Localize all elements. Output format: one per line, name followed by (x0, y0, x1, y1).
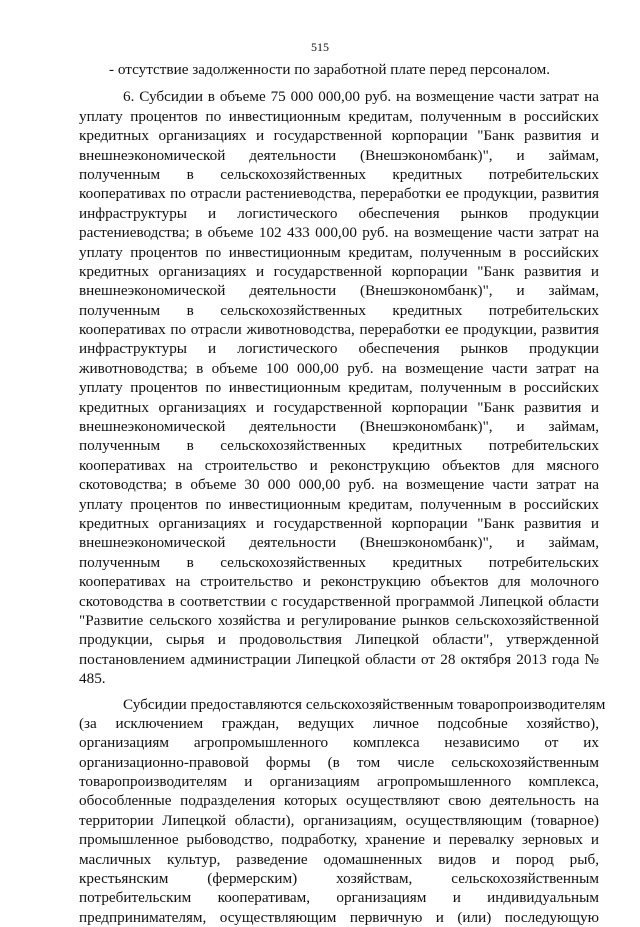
text-line: внешнеэкономической деятельности (Внешэкономбанк)", и займам, (79, 146, 599, 165)
text-line: предпринимателям, осуществляющим первичную и (или) последующую (79, 908, 599, 927)
text-line: организациям агропромышленного комплекса независимо от их (79, 733, 599, 752)
text-line: кооперативах по отрасли животноводства, переработки ее продукции, развития (79, 320, 599, 339)
paragraph-6 (79, 87, 599, 688)
text-line: товаропроизводителям и организациям агропромышленного комплекса, (79, 772, 599, 791)
text-line: (за исключением граждан, ведущих личное подсобные хозяйство), (79, 714, 599, 733)
text-line: масличных культур, разведение одомашненных видов и пород рыб, (79, 850, 599, 869)
text-line-arrears: - отсутствие задолженности по заработной плате перед персоналом. (79, 60, 599, 79)
text-line: кредитных организациях и государственной корпорации "Банк развития и (79, 126, 599, 145)
text-line: территории Липецкой области), организациям, осуществляющим (товарное) (79, 811, 599, 830)
text-line: "Развитие сельского хозяйства и регулирование рынков сельскохозяйственной (79, 611, 599, 630)
text-line: Субсидии предоставляются сельскохозяйственным товаропроизводителям (79, 695, 599, 714)
paragraph-subsidies (79, 695, 599, 927)
text-line: обособленные подразделения которых осуществляют свою деятельность на (79, 791, 599, 810)
text-line: кооперативах по отрасли растениеводства, переработки ее продукции, развития (79, 184, 599, 203)
document-body (79, 60, 599, 927)
text-line: инфраструктуры и логистического обеспечения рынков продукции (79, 204, 599, 223)
text-line: уплату процентов по инвестиционным кредитам, полученным в российских (79, 378, 599, 397)
text-line: внешнеэкономической деятельности (Внешэкономбанк)", и займам, (79, 281, 599, 300)
text-line: скотоводства в соответствии с государственной программой Липецкой области (79, 592, 599, 611)
paragraph-spacer (79, 79, 599, 87)
text-line: внешнеэкономической деятельности (Внешэкономбанк)", и займам, (79, 417, 599, 436)
text-line: полученным в сельскохозяйственных кредитных потребительских (79, 301, 599, 320)
page-number: 515 (0, 40, 640, 54)
text-line: внешнеэкономической деятельности (Внешэкономбанк)", и займам, (79, 533, 599, 552)
text-line: постановлением администрации Липецкой области от 28 октября 2013 года № (79, 650, 599, 669)
text-line: 485. (79, 669, 599, 688)
text-line: потребительским кооперативам, организациям и индивидуальным (79, 888, 599, 907)
text-line: кредитных организациях и государственной корпорации "Банк развития и (79, 398, 599, 417)
text-line: животноводства; в объеме 100 000,00 руб. на возмещение части затрат на (79, 359, 599, 378)
text-line: уплату процентов по инвестиционным кредитам, полученным в российских (79, 107, 599, 126)
text-line: кооперативах на строительство и реконструкцию объектов для мясного (79, 456, 599, 475)
text-line: кооперативах на строительство и реконструкцию объектов для молочного (79, 572, 599, 591)
text-line: промышленное рыбоводство, подработку, хранение и перевалку зерновых и (79, 830, 599, 849)
text-line: крестьянским (фермерским) хозяйствам, сельскохозяйственным (79, 869, 599, 888)
text-line: полученным в сельскохозяйственных кредитных потребительских (79, 436, 599, 455)
text-line: уплату процентов по инвестиционным кредитам, полученным в российских (79, 495, 599, 514)
text-line: 6. Субсидии в объеме 75 000 000,00 руб. на возмещение части затрат на (79, 87, 599, 106)
text-line: полученным в сельскохозяйственных кредитных потребительских (79, 553, 599, 572)
text-line: организационно-правовой формы (в том числе сельскохозяйственным (79, 753, 599, 772)
text-line: продукции, сырья и продовольствия Липецкой области", утвержденной (79, 630, 599, 649)
text-line: кредитных организациях и государственной корпорации "Банк развития и (79, 262, 599, 281)
text-line: растениеводства; в объеме 102 433 000,00 руб. на возмещение части затрат на (79, 223, 599, 242)
text-line: скотоводства; в объеме 30 000 000,00 руб. на возмещение части затрат на (79, 475, 599, 494)
text-line: кредитных организациях и государственной корпорации "Банк развития и (79, 514, 599, 533)
text-line: полученным в сельскохозяйственных кредитных потребительских (79, 165, 599, 184)
text-line: инфраструктуры и логистического обеспечения рынков продукции (79, 339, 599, 358)
text-line: уплату процентов по инвестиционным кредитам, полученным в российских (79, 243, 599, 262)
